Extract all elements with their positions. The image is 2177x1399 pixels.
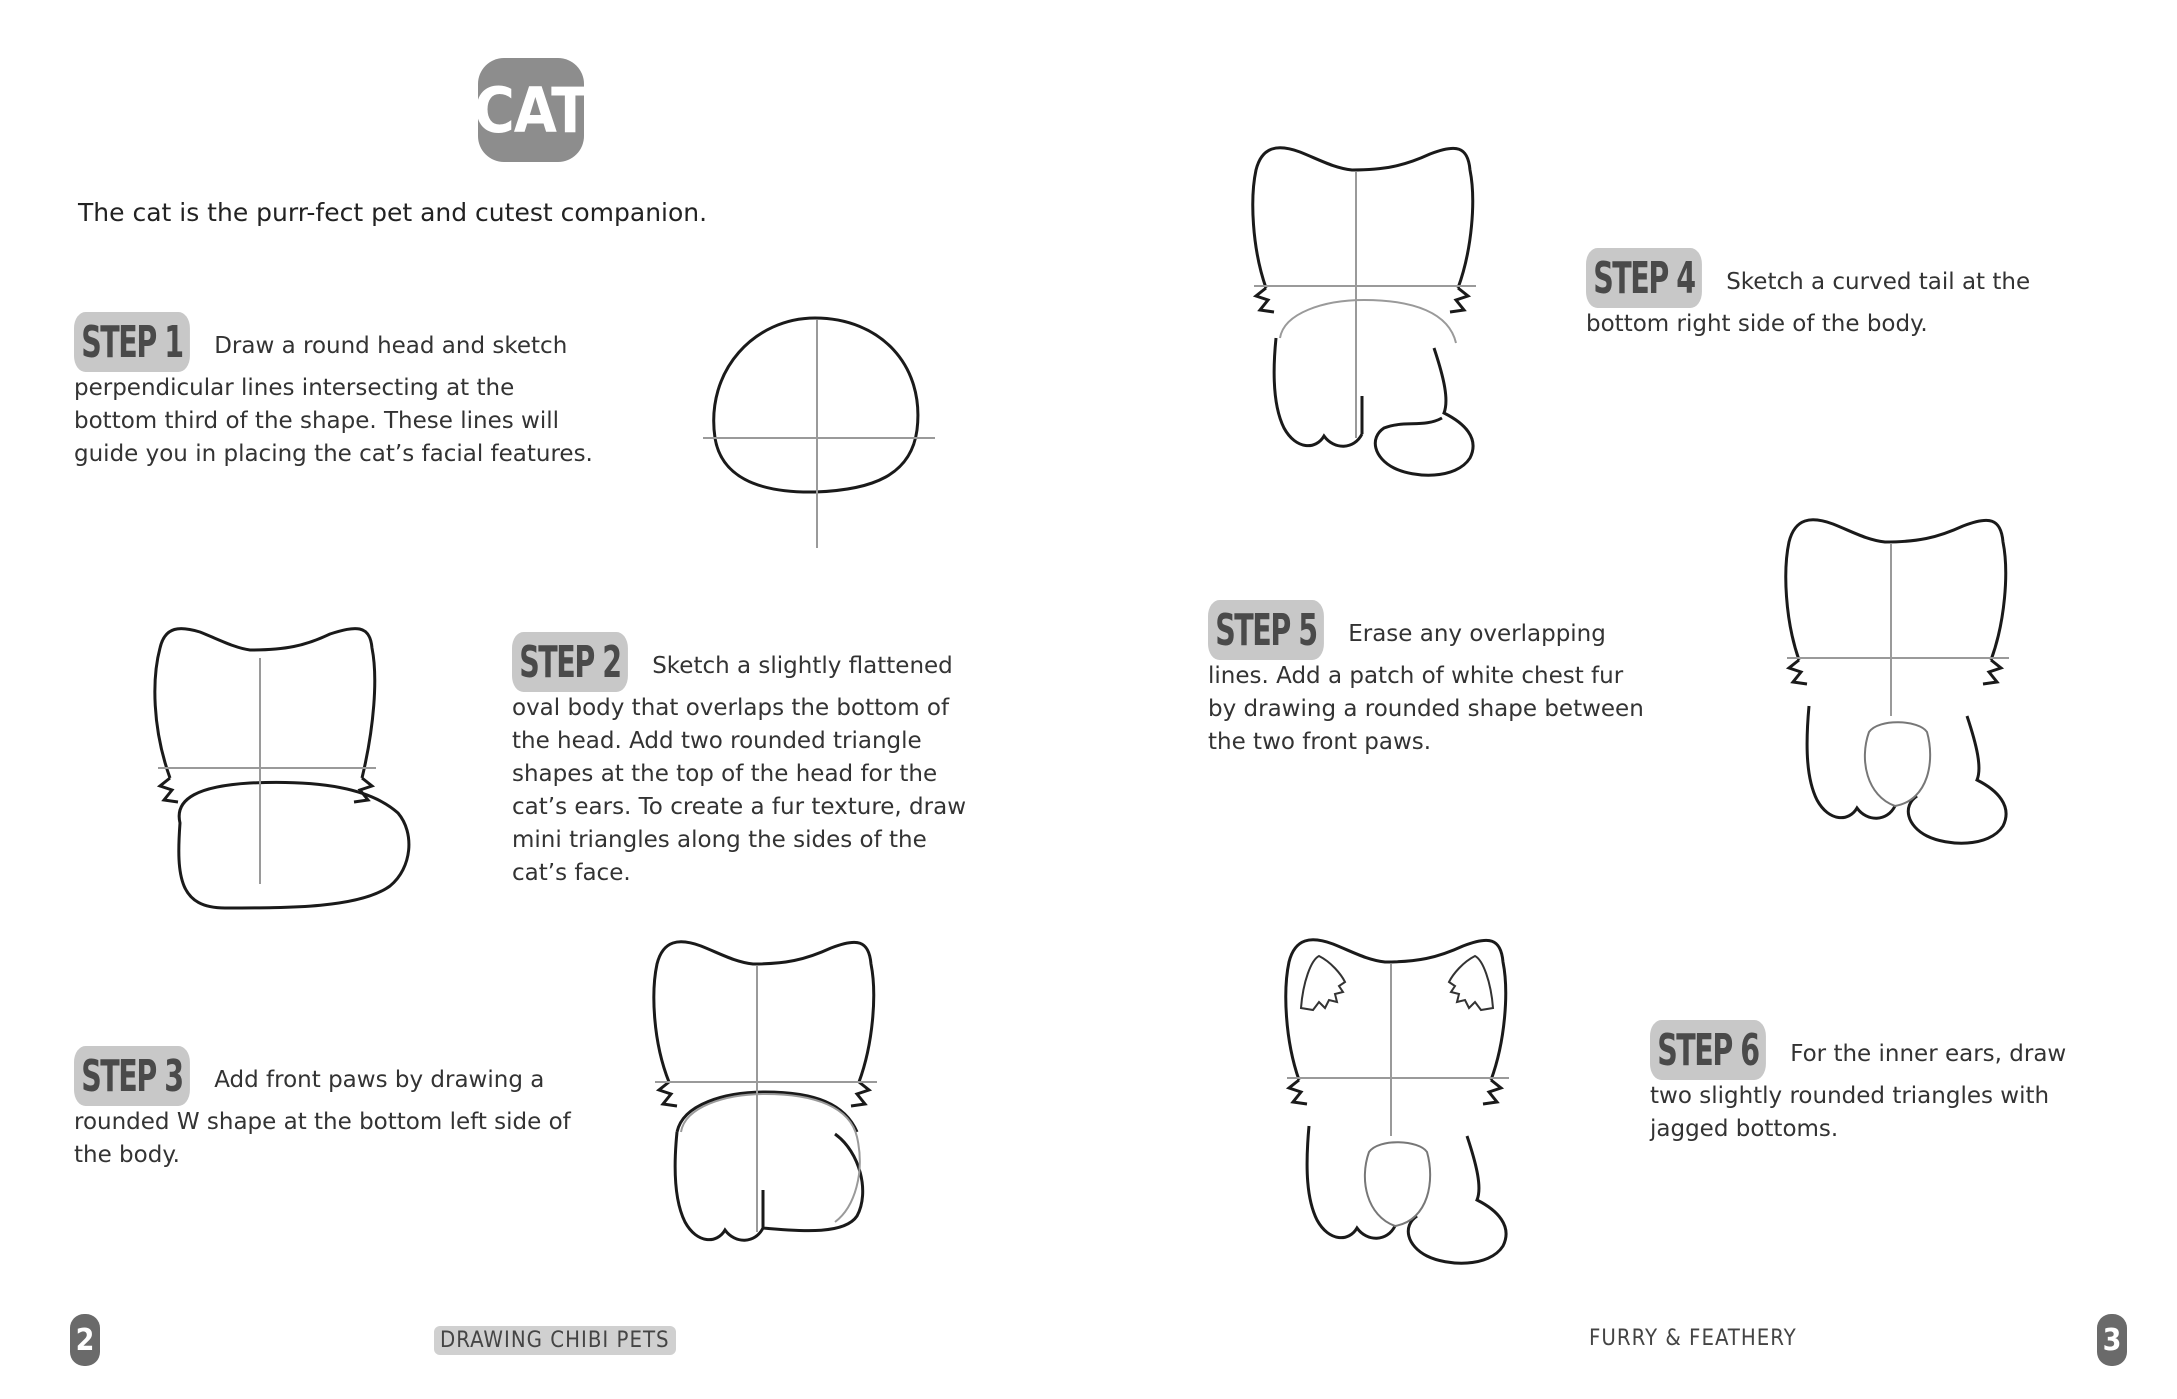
step-4-illustration	[1244, 138, 1514, 478]
step-5	[1208, 600, 1648, 759]
step-4	[1586, 248, 2086, 341]
running-title-left: DRAWING CHIBI PETS	[434, 1326, 676, 1355]
step-6-illustration	[1279, 930, 1559, 1270]
step-3-illustration	[645, 932, 915, 1252]
step-3-text: Add front paws by drawing a rounded W shape at the bottom left side of the body.	[74, 1067, 571, 1168]
step-5-label: STEP 5	[1208, 600, 1324, 660]
right-page	[1089, 0, 2177, 1399]
page-title: CAT	[478, 58, 584, 162]
step-5-text: Erase any overlapping lines. Add a patch of white chest fur by drawing a rounded shape between the two front paws.	[1208, 621, 1644, 755]
page-number-left: 2	[70, 1314, 100, 1366]
step-1-label: STEP 1	[74, 312, 190, 372]
step-1-illustration	[695, 310, 945, 550]
step-6-text: For the inner ears, draw two slightly rounded triangles with jagged bottoms.	[1650, 1041, 2067, 1142]
left-page	[0, 0, 1088, 1399]
step-3	[74, 1046, 574, 1172]
step-6-label: STEP 6	[1650, 1020, 1766, 1080]
step-2-illustration	[140, 618, 420, 918]
intro-text: The cat is the purr-fect pet and cutest companion.	[78, 198, 708, 227]
step-2-text: Sketch a slightly flattened oval body that overlaps the bottom of the head. Add two rounded triangle shapes at the top of the head for the cat’s ears. To create a fur texture, draw mini triangles along the sides of the cat’s face.	[512, 653, 967, 886]
step-4-label: STEP 4	[1586, 248, 1702, 308]
step-2-label: STEP 2	[512, 632, 628, 692]
step-2	[512, 632, 982, 890]
step-1	[74, 312, 594, 471]
running-title-right: FURRY & FEATHERY	[1589, 1326, 1797, 1351]
step-4-text: Sketch a curved tail at the bottom right side of the body.	[1586, 269, 2031, 337]
step-1-text: Draw a round head and sketch perpendicular lines intersecting at the bottom third of the shape. These lines will guide you in placing the cat’s facial features.	[74, 333, 593, 467]
page-number-right: 3	[2097, 1314, 2127, 1366]
step-5-illustration	[1779, 510, 2059, 850]
step-3-label: STEP 3	[74, 1046, 190, 1106]
step-6	[1650, 1020, 2110, 1146]
